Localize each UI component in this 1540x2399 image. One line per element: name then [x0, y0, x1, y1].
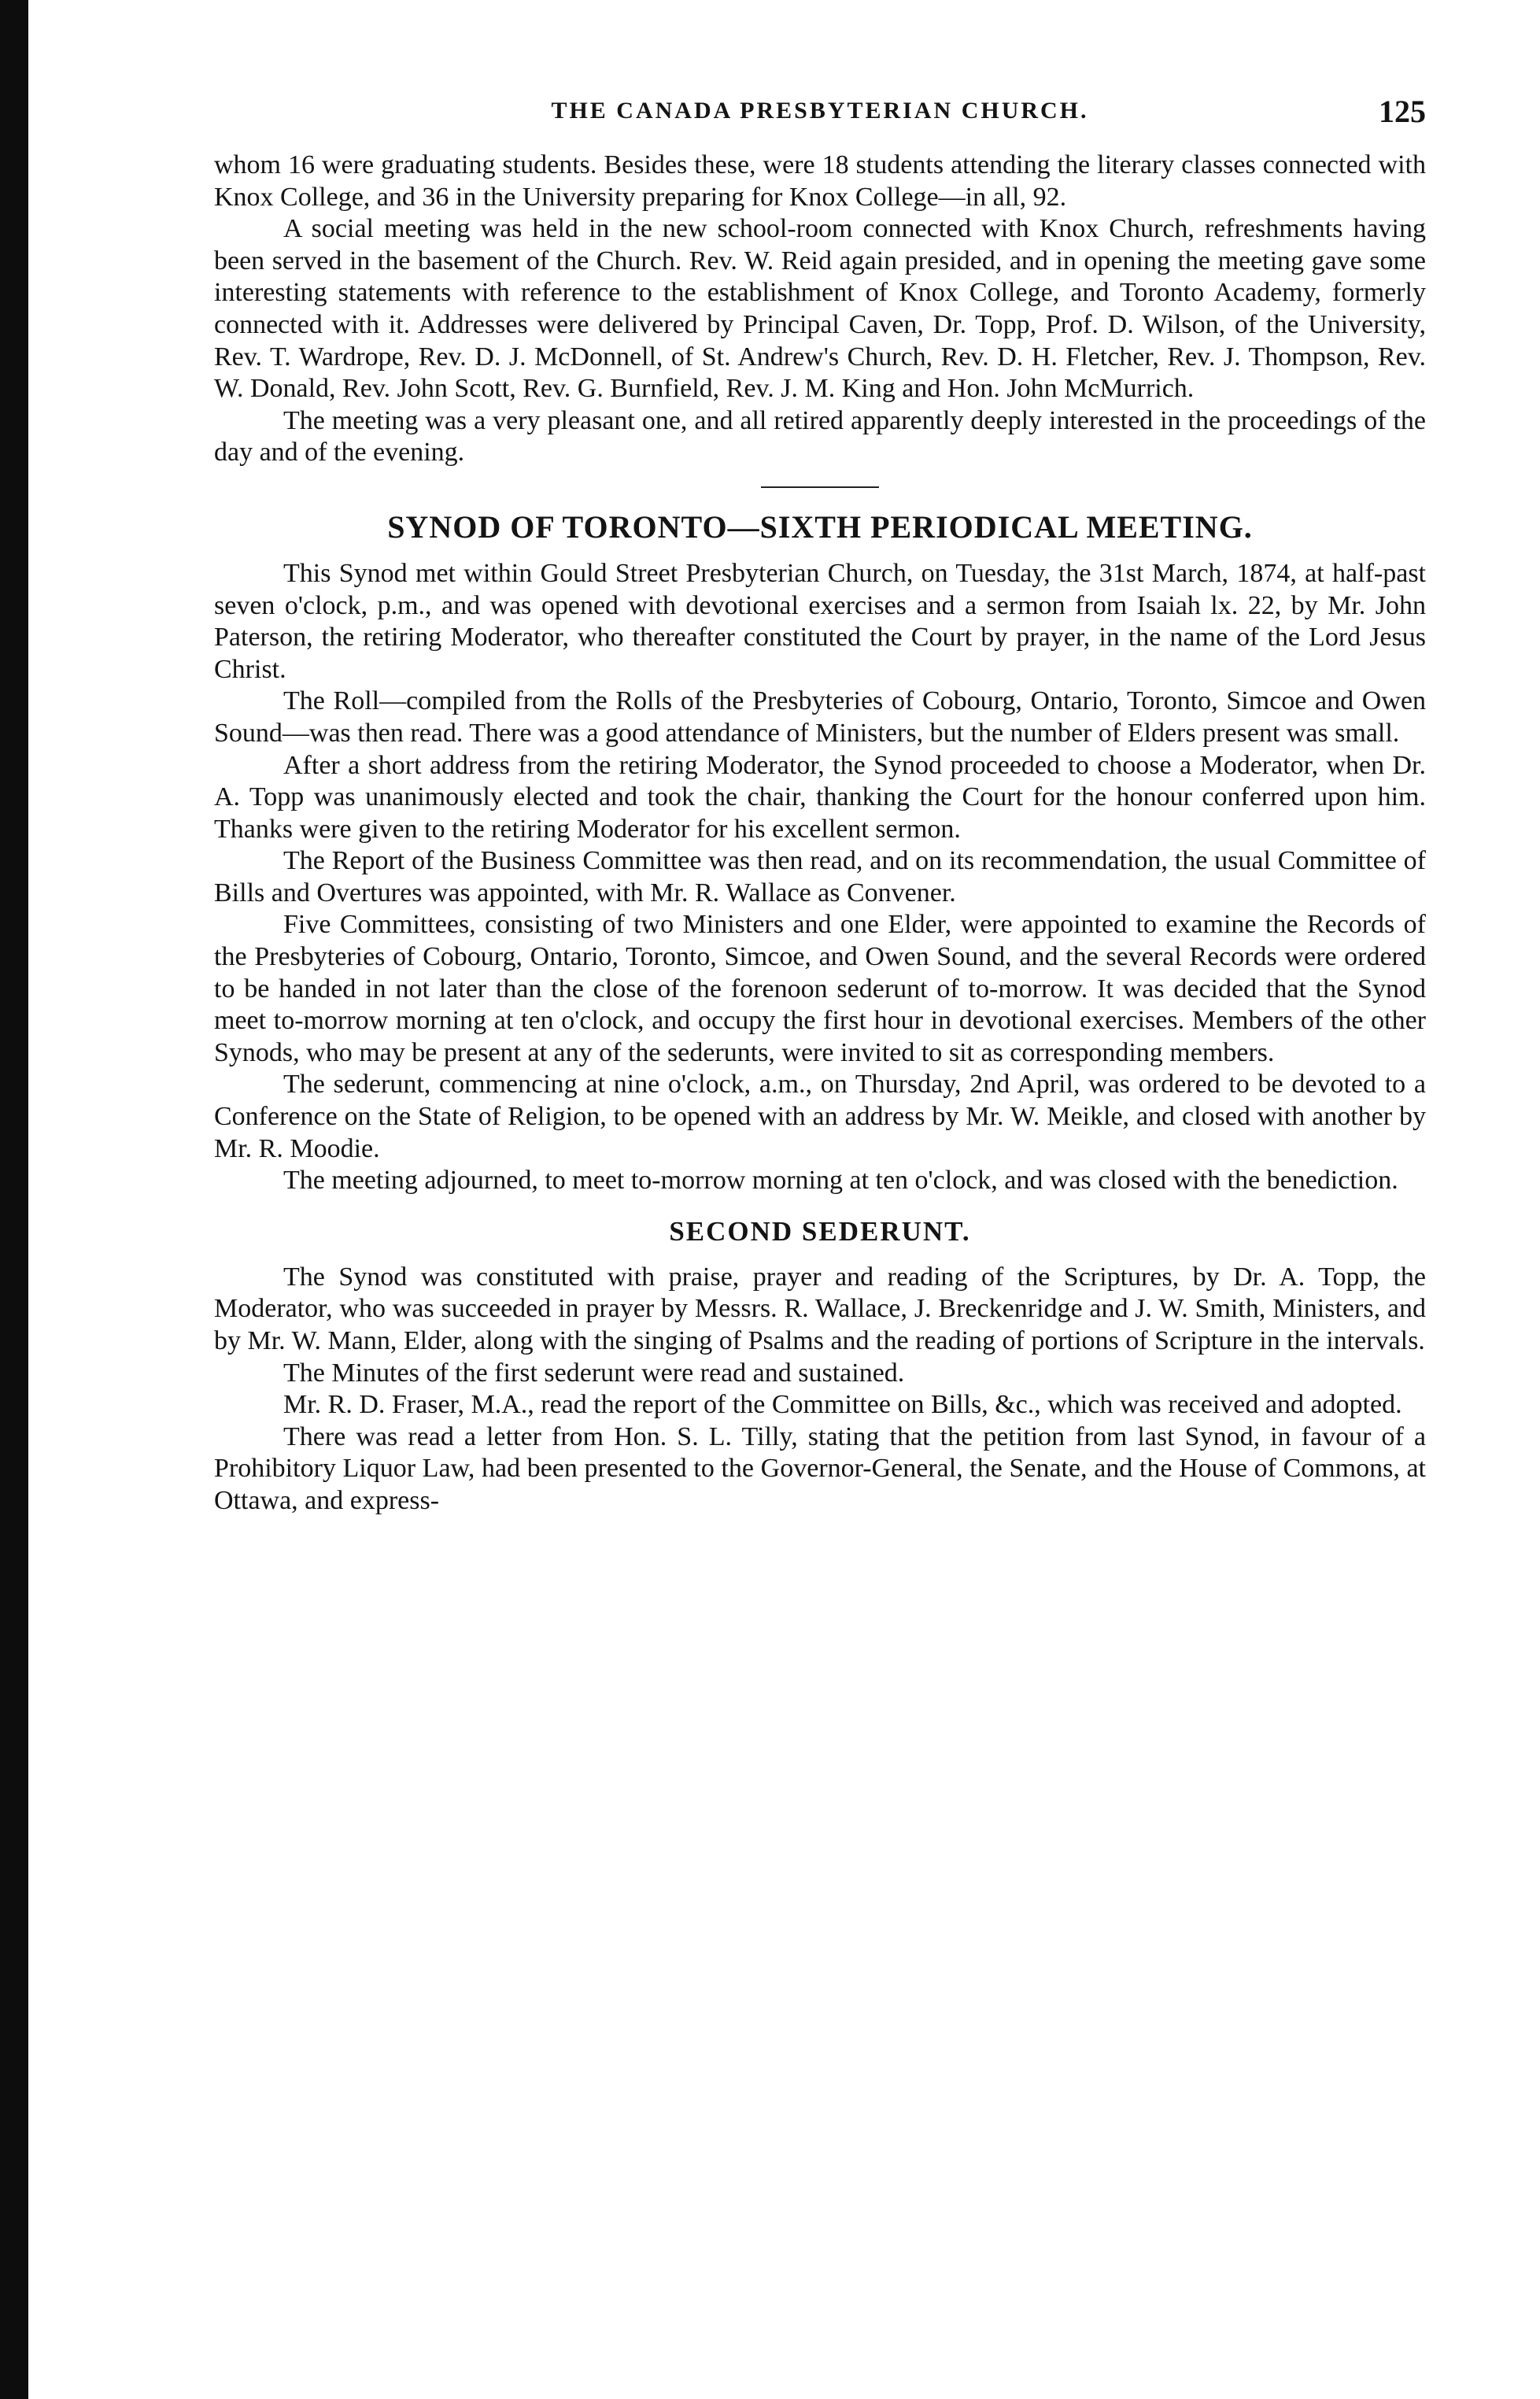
section-divider — [761, 486, 879, 488]
synod-paragraph: The Report of the Business Committee was then read, and on its recommendation, the usual Committee of Bills and Overtures was appointed, with Mr. R. Wallace as Convener. — [214, 846, 1426, 907]
running-head — [214, 93, 1426, 140]
synod-paragraph: The meeting adjourned, to meet to-morrow morning at ten o'clock, and was closed with the benediction. — [283, 1166, 1398, 1196]
intro-paragraph: The meeting was a very pleasant one, and all retired apparently deeply interested in the proceedings of the day and of the evening. — [214, 405, 1426, 468]
intro-paragraph: whom 16 were graduating students. Besides these, were 18 students attending the literary classes connected with Knox College, and 36 in the University preparing for Knox College—in all, 92. — [214, 150, 1426, 212]
synod-paragraph: This Synod met within Gould Street Presbyterian Church, on Tuesday, the 31st March, 1874, at half-past seven o'clock, p.m., and was opened with devotional exercises and a sermon from Isaiah lx. 22, by Mr. John Paterson, the retiring Moderator, who thereafter constituted the Court by prayer, in the name of the Lord Jesus Christ. — [214, 558, 1426, 684]
page-number: 125 — [1379, 94, 1426, 129]
synod-paragraph: The sederunt, commencing at nine o'clock, a.m., on Thursday, 2nd April, was ordered to be devoted to a Conference on the State of Religion, to be opened with an address by Mr. W. Meikle, and closed with another by Mr. R. Moodie. — [214, 1070, 1426, 1163]
sederunt-paragraph: The Minutes of the first sederunt were read and sustained. — [283, 1358, 905, 1388]
sederunt-paragraph: The Synod was constituted with praise, prayer and reading of the Scriptures, by Dr. A. Topp, the Moderator, who was succeeded in prayer by Messrs. R. Wallace, J. Breckenridge and J. W. Smith, Ministers, and by Mr. W. Mann, Elder, along with the singing of Psalms and the reading of portions of Scripture in the intervals. — [214, 1262, 1426, 1355]
binding-edge — [0, 0, 28, 2399]
synod-paragraph: After a short address from the retiring Moderator, the Synod proceeded to choose a Moderator, when Dr. A. Topp was unanimously elected and took the chair, thanking the Court for the honour conferred upon him. Thanks were given to the retiring Moderator for his excellent sermon. — [214, 750, 1426, 844]
sederunt-paragraph: Mr. R. D. Fraser, M.A., read the report of the Committee on Bills, &c., which was received and adopted. — [283, 1390, 1402, 1420]
synod-paragraph: Five Committees, consisting of two Ministers and one Elder, were appointed to examine the Records of the Presbyteries of Cobourg, Ontario, Toronto, Simcoe, and Owen Sound, and the several Records were ordered to be handed in not later than the close of the forenoon sederunt of to-morrow. It was decided that the Synod meet to-morrow morning at ten o'clock, and occupy the first hour in devotional exercises. Members of the other Synods, who may be present at any of the sederunts, were invited to sit as corresponding members. — [214, 910, 1426, 1067]
intro-paragraph: A social meeting was held in the new school-room connected with Knox Church, refreshments having been served in the basement of the Church. Rev. W. Reid again presided, and in opening the meeting gave some interesting statements with reference to the establishment of Knox College, and Toronto Academy, formerly connected with it. Addresses were delivered by Principal Caven, Dr. Topp, Prof. D. Wilson, of the University, Rev. T. Wardrope, Rev. D. J. McDonnell, of St. Andrew's Church, Rev. D. H. Fletcher, Rev. J. Thompson, Rev. W. Donald, Rev. John Scott, Rev. G. Burnfield, Rev. J. M. King and Hon. John McMurrich. — [214, 214, 1426, 404]
page-column — [214, 93, 1426, 1517]
running-title: THE CANADA PRESBYTERIAN CHURCH. — [551, 98, 1089, 124]
section-heading: SYNOD OF TORONTO—SIXTH PERIODICAL MEETING. — [387, 508, 1253, 545]
sederunt-paragraph: There was read a letter from Hon. S. L. Tilly, stating that the petition from last Synod, in favour of a Prohibitory Liquor Law, had been presented to the Governor-General, the Senate, and the House of Commons, at Ottawa, and express- — [214, 1421, 1426, 1515]
subsection-heading: SECOND SEDERUNT. — [669, 1215, 971, 1247]
synod-paragraph: The Roll—compiled from the Rolls of the Presbyteries of Cobourg, Ontario, Toronto, Simcoe and Owen Sound—was then read. There was a good attendance of Ministers, but the number of Elders present was small. — [214, 686, 1426, 748]
